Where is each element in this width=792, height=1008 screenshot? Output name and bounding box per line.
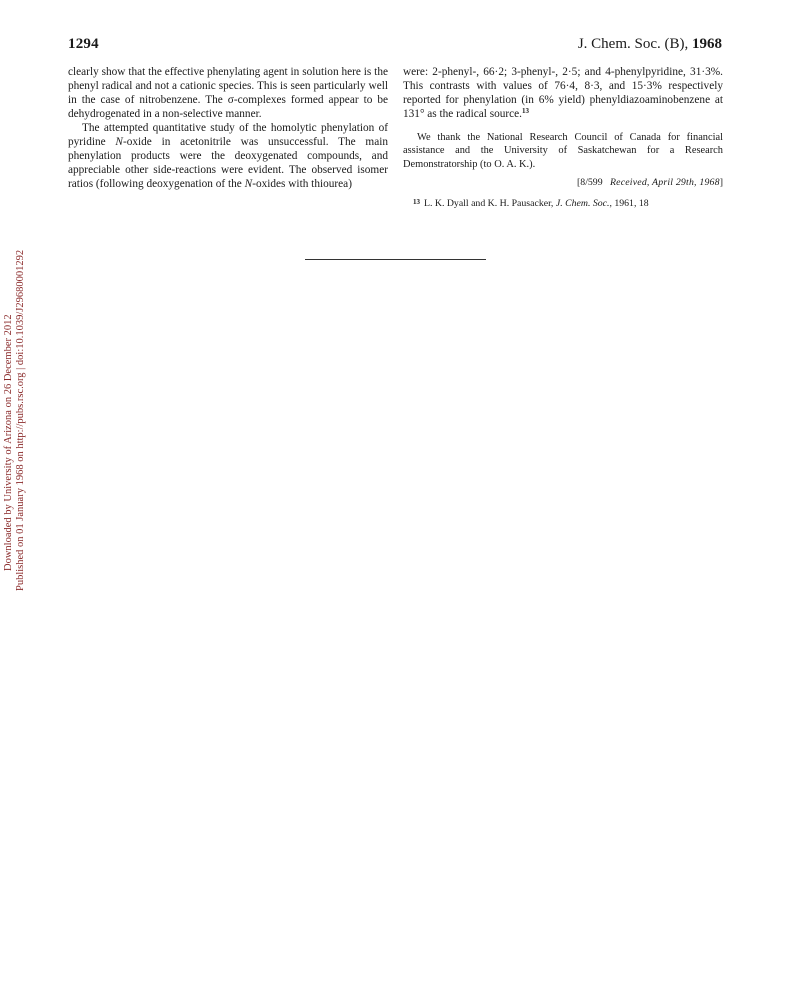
text-run: -oxide in acetonitrile was unsuccessful. The main phenylation products were the deoxygenated compounds, and appreciable other side-reactions were evident. The observed isomer ratios (following deoxygenation of the: [68, 136, 388, 190]
text-run: -oxides with thiourea): [252, 178, 352, 190]
text-run: were: 2-phenyl-, 66·2; 3-phenyl-, 2·5; and 4-phenylpyridine, 31·3%. This contrasts with values of 76·4, 8·3, and 15·3% respectively reported for phenylation (in 6% yield) phenyldiazoaminobenzene at 131° as the radical source.: [403, 66, 723, 120]
reference-marker: 13: [522, 107, 530, 115]
page-number: 1294: [68, 36, 99, 52]
footnote: [403, 195, 723, 211]
footnote-number: 13: [413, 198, 420, 207]
download-watermark: Downloaded by University of Arizona on 26 December 2012: [3, 314, 14, 571]
journal-name: J. Chem. Soc. (B),: [577, 36, 692, 52]
left-paragraph-1: clearly show that the effective phenylating agent in solution here is the phenyl radical and not a cationic species. This is seen particularly well in the case of nitrobenzene. The σ-complexes formed appear to be dehydrogenated in a non-selective manner.: [68, 66, 388, 120]
footnote-authors: L. K. Dyall and K. H. Pausacker,: [424, 198, 556, 210]
journal-year: 1968: [692, 36, 722, 52]
footnote-journal: J. Chem. Soc.: [555, 198, 610, 210]
left-paragraph-2: [68, 121, 388, 191]
section-divider: [305, 259, 486, 260]
italic-n: N: [244, 178, 253, 190]
footnote-citation: , 1961, 18: [609, 198, 649, 210]
right-paragraph-1: [403, 65, 723, 121]
manuscript-code: [8/599: [577, 177, 603, 189]
text-run: The attempted quantitative study of the homolytic phenylation of pyridine: [68, 122, 388, 148]
journal-header: [578, 36, 722, 53]
publication-watermark: Published on 01 January 1968 on http://pubs.rsc.org | doi:10.1039/J29680001292: [15, 249, 26, 591]
right-column: [403, 65, 723, 211]
received-note: [403, 176, 723, 190]
italic-n: N: [115, 136, 123, 148]
received-bracket: ]: [719, 177, 723, 189]
received-date: Received, April 29th, 1968: [609, 177, 720, 189]
left-column: [68, 65, 388, 191]
acknowledgement: We thank the National Research Council of Canada for financial assistance and the University of Saskatchewan for a Research Demonstratorship (to O. A. K.).: [403, 132, 723, 170]
